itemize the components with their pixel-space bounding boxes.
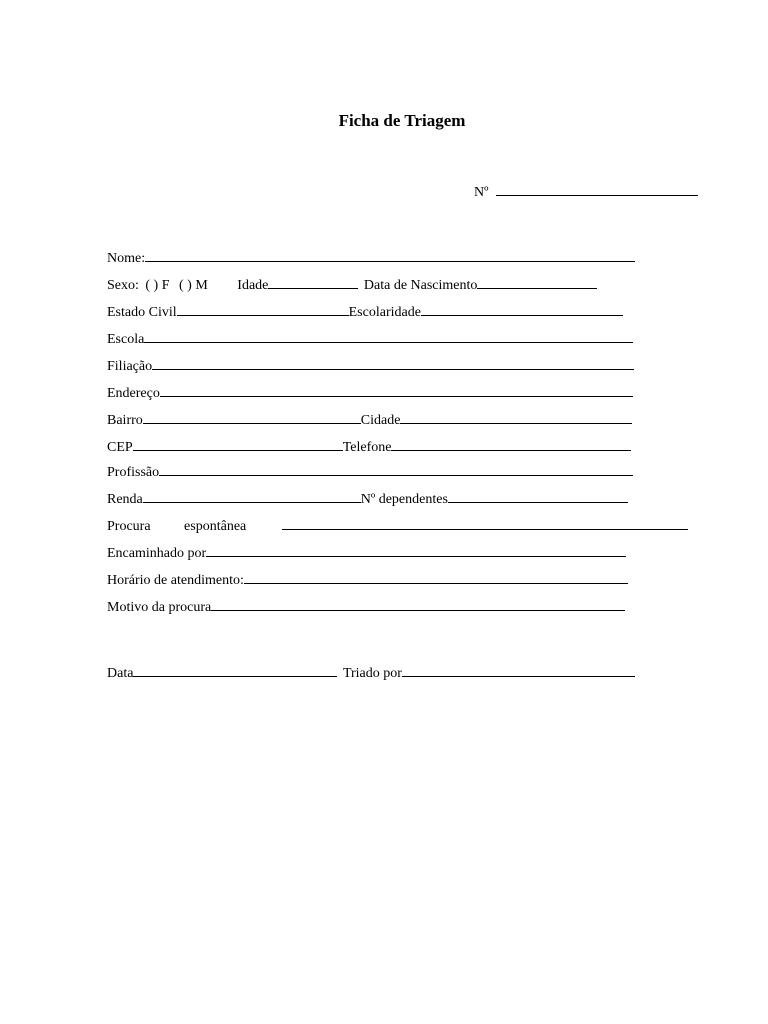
sexo-f-option[interactable]: ( ) F [145,278,170,293]
numero-label: Nº [474,185,489,200]
sexo-row [107,275,597,295]
data-blank[interactable] [133,663,337,677]
procura-label: Procura [107,519,151,534]
triado-blank[interactable] [402,663,635,677]
espontanea-label: espontânea [184,519,247,534]
endereco-label: Endereço [107,386,160,401]
renda-blank[interactable] [143,489,361,503]
dependentes-label: Nº dependentes [360,492,448,507]
escolaridade-label: Escolaridade [348,305,421,320]
telefone-blank[interactable] [391,437,631,451]
nome-blank[interactable] [145,248,635,262]
profissao-blank[interactable] [159,462,633,476]
sexo-label: Sexo: [107,278,139,293]
estado-civil-row [107,302,623,322]
encaminhado-label: Encaminhado por [107,546,207,561]
data-row [107,663,635,683]
renda-row [107,489,628,509]
estado-civil-blank[interactable] [177,302,349,316]
horario-row [107,570,628,590]
endereco-blank[interactable] [160,383,633,397]
triado-label: Triado por [342,666,402,681]
filiacao-blank[interactable] [152,356,634,370]
numero-blank[interactable] [496,182,698,196]
bairro-row [107,410,632,430]
renda-label: Renda [107,492,143,507]
numero-row [474,182,698,201]
form-title: Ficha de Triagem [338,111,466,130]
sexo-m-option[interactable]: ( ) M [179,278,208,293]
data-label: Data [107,666,134,681]
cep-row [107,437,631,457]
motivo-blank[interactable] [211,597,625,611]
profissao-label: Profissão [107,465,160,480]
nascimento-blank[interactable] [477,275,597,289]
encaminhado-blank[interactable] [206,543,626,557]
cep-label: CEP [107,440,133,455]
idade-label: Idade [237,278,269,293]
nome-label: Nome: [107,251,146,266]
motivo-label: Motivo da procura [107,600,212,615]
cidade-label: Cidade [360,413,401,428]
idade-blank[interactable] [268,275,358,289]
profissao-row [107,462,633,482]
escola-row [107,329,633,349]
telefone-label: Telefone [342,440,392,455]
escolaridade-blank[interactable] [421,302,623,316]
bairro-blank[interactable] [143,410,361,424]
horario-blank[interactable] [244,570,628,584]
encaminhado-row [107,543,626,563]
nome-row [107,248,635,268]
escola-label: Escola [107,332,145,347]
horario-label: Horário de atendimento: [107,573,244,588]
nascimento-label: Data de Nascimento [363,278,478,293]
procura-blank[interactable] [282,516,688,530]
escola-blank[interactable] [144,329,633,343]
filiacao-label: Filiação [107,359,153,374]
bairro-label: Bairro [107,413,143,428]
dependentes-blank[interactable] [448,489,628,503]
filiacao-row [107,356,634,376]
estado-civil-label: Estado Civil [107,305,177,320]
motivo-row [107,597,625,617]
cidade-blank[interactable] [400,410,632,424]
procura-row [107,516,688,536]
cep-blank[interactable] [133,437,343,451]
endereco-row [107,383,633,403]
